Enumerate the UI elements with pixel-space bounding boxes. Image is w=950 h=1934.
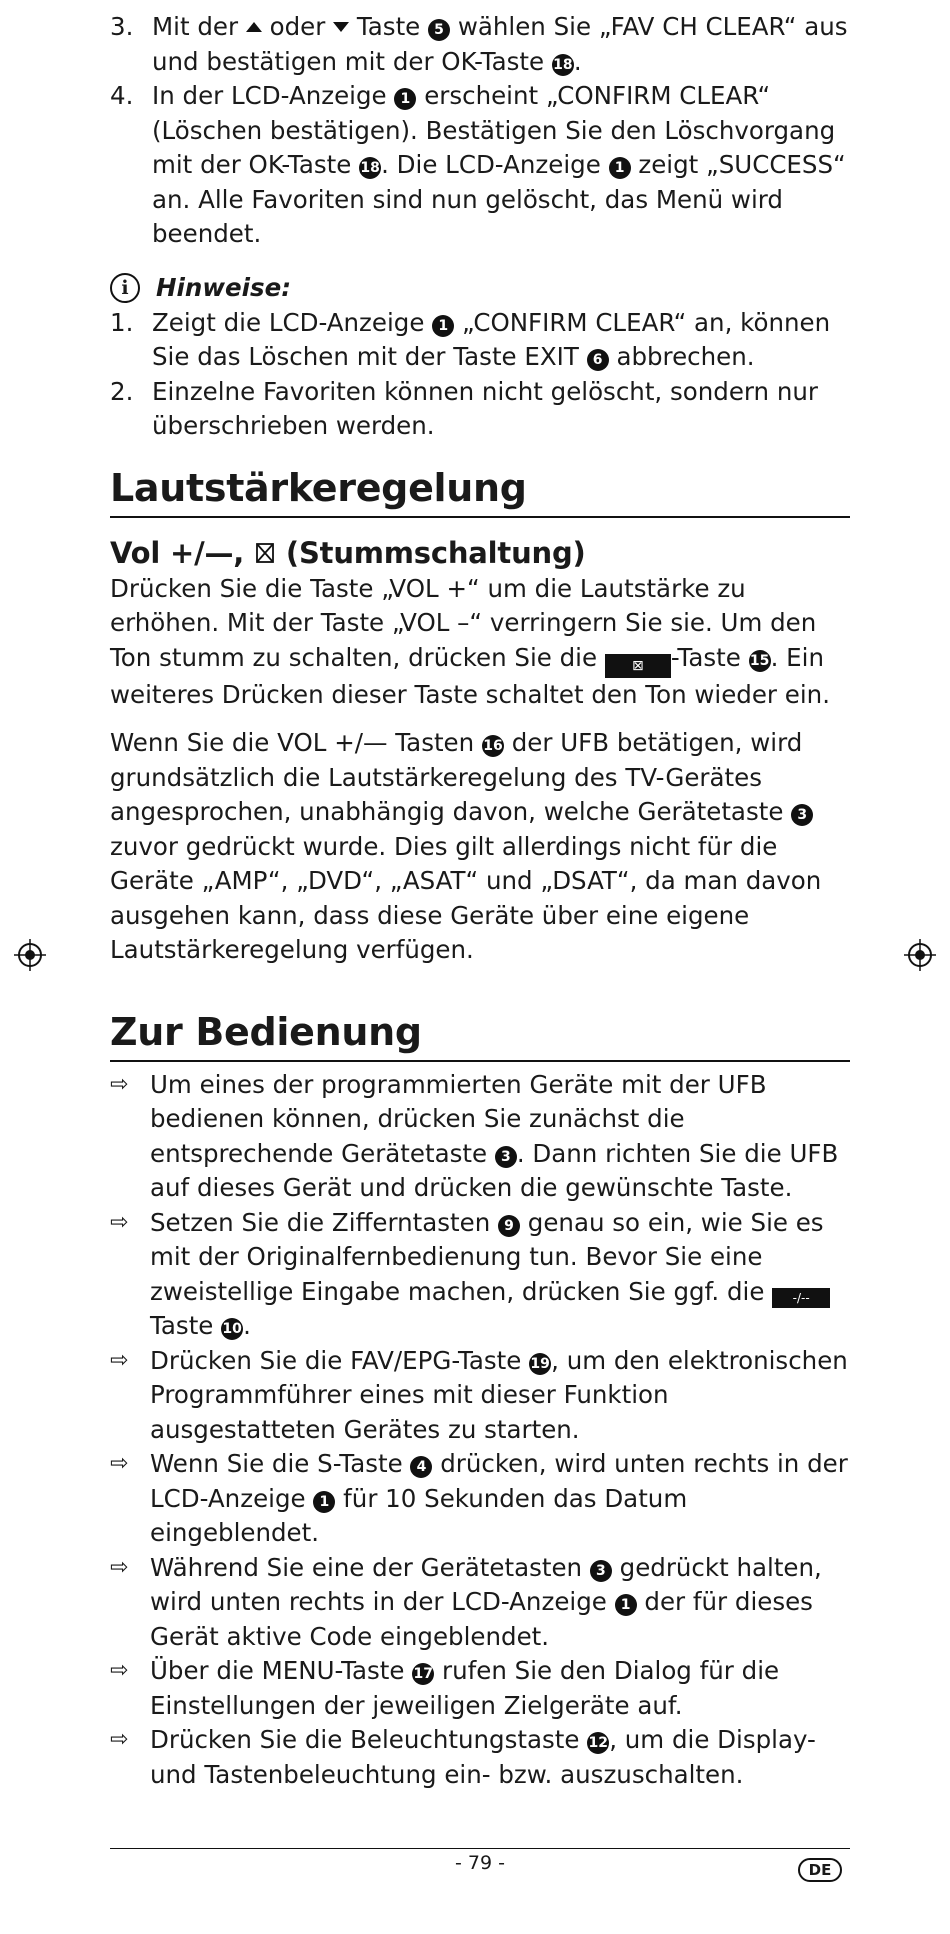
arrow-right-icon: ⇨ [110, 1209, 129, 1235]
arrow-right-icon: ⇨ [110, 1554, 129, 1580]
operation-item: ⇨ Während Sie eine der Gerätetasten 3 gedrückt halten, wird unten rechts in der LCD-Anzeige 1 der für dieses Gerät aktive Code eingeblendet. [110, 1552, 822, 1651]
registration-mark-left [14, 939, 46, 971]
ref-number-icon: 18 [359, 157, 381, 179]
mute-key-icon: ⊠ [605, 654, 671, 678]
manual-page [110, 10, 850, 1792]
operation-item: ⇨ Drücken Sie die Beleuchtungstaste 12, um die Display- und Tastenbeleuchtung ein- bzw. auszuschalten. [110, 1725, 816, 1789]
ref-number-icon: 6 [587, 349, 609, 371]
steps-list [110, 10, 850, 252]
digit-key-icon: -/-- [772, 1288, 830, 1308]
arrow-up-icon [246, 22, 262, 32]
footer-divider [110, 1848, 850, 1849]
ref-number-icon: 1 [432, 315, 454, 337]
ref-number-icon: 4 [410, 1456, 432, 1478]
ref-number-icon: 1 [313, 1491, 335, 1513]
note-item-2: 2. Einzelne Favoriten können nicht gelöscht, sondern nur überschrieben werden. [110, 376, 818, 440]
operation-item: ⇨ Setzen Sie die Zifferntasten 9 genau so ein, wie Sie es mit der Originalfernbedienung tun. Bevor Sie eine zweistellige Eingabe machen, drücken Sie ggf. die -/-- Taste 10. [110, 1206, 850, 1344]
arrow-right-icon: ⇨ [110, 1451, 129, 1476]
ref-number-icon: 9 [498, 1215, 520, 1237]
operation-item: ⇨ Drücken Sie die FAV/EPG-Taste 19, um den elektronischen Programmführer eines mit dieser Funktion ausgestatteten Gerätes zu starten. [110, 1345, 848, 1444]
ref-number-icon: 1 [394, 88, 416, 110]
ref-number-icon: 1 [615, 1594, 637, 1616]
language-badge: DE [798, 1858, 842, 1882]
arrow-right-icon: ⇨ [110, 1658, 129, 1683]
registration-mark-right [904, 939, 936, 971]
ref-number-icon: 19 [529, 1353, 551, 1375]
arrow-right-icon: ⇨ [110, 1071, 129, 1097]
ref-number-icon: 1 [609, 157, 631, 179]
arrow-down-icon [333, 22, 349, 32]
arrow-right-icon: ⇨ [110, 1727, 129, 1752]
note-heading: i Hinweise: [110, 270, 850, 306]
ref-number-icon: 17 [412, 1663, 434, 1685]
note-list [110, 306, 850, 444]
ref-number-icon: 5 [428, 19, 450, 41]
ref-number-icon: 3 [495, 1146, 517, 1168]
note-item-1: 1. Zeigt die LCD-Anzeige 1 „CONFIRM CLEAR“ an, können Sie das Löschen mit der Taste EXIT 6 abbrechen. [110, 307, 831, 371]
ref-number-icon: 10 [221, 1318, 243, 1340]
ref-number-icon: 12 [587, 1732, 609, 1754]
step-3: 3. Mit der oder Taste 5 wählen Sie „FAV CH CLEAR“ aus und bestätigen mit der OK-Taste 18. [110, 12, 848, 76]
operation-item: ⇨ Um eines der programmierten Geräte mit der UFB bedienen können, drücken Sie zunächst die entsprechende Gerätetaste 3 . Dann richten Sie die UFB auf dieses Gerät und drücken die gewünschte Taste. [110, 1069, 839, 1202]
info-icon: i [110, 273, 140, 303]
section-title-volume: Lautstärkeregelung [110, 466, 850, 518]
subsection-title-vol-mute: Vol +/—, (Stummschaltung) [110, 535, 586, 570]
step-4: 4. In der LCD-Anzeige 1 erscheint „CONFIRM CLEAR“ (Löschen bestätigen). Bestätigen Sie den Löschvorgang mit der OK-Taste 18. Die LCD-Anzeige 1 zeigt „SUCCESS“ an. Alle Favoriten sind nun gelöscht, das Menü wird beendet. [110, 81, 846, 248]
volume-paragraph-1: Drücken Sie die Taste „VOL +“ um die Lautstärke zu erhöhen. Mit der Taste „VOL –“ verringern Sie sie. Um den Ton stumm zu schalten, drücken Sie die ⊠ -Taste 15. Ein weiteres Drücken dieser Taste schaltet den Ton wieder ein. [110, 573, 830, 709]
arrow-right-icon: ⇨ [110, 1347, 129, 1373]
operation-list [110, 1068, 850, 1793]
section-title-operation: Zur Bedienung [110, 1010, 850, 1062]
mute-icon [254, 541, 276, 565]
ref-number-icon: 18 [552, 54, 574, 76]
operation-item: ⇨ Über die MENU-Taste 17 rufen Sie den Dialog für die Einstellungen der jeweiligen Zielgeräte auf. [110, 1656, 780, 1720]
volume-paragraph-2: Wenn Sie die VOL +/— Tasten 16 der UFB betätigen, wird grundsätzlich die Lautstärkeregelung des TV-Gerätes angesprochen, unabhängig davon, welche Gerätetaste 3 zuvor gedrückt wurde. Dies gilt allerdings nicht für die Geräte „AMP“, „DVD“, „ASAT“ und „DSAT“, da man davon ausgehen kann, dass diese Geräte über eine eigene Lautstärkeregelung verfügen. [110, 728, 822, 964]
operation-item: ⇨ Wenn Sie die S-Taste 4 drücken, wird unten rechts in der LCD-Anzeige 1 für 10 Sekunden das Datum eingeblendet. [110, 1449, 848, 1547]
ref-number-icon: 15 [749, 650, 771, 672]
ref-number-icon: 3 [791, 804, 813, 826]
ref-number-icon: 16 [482, 735, 504, 757]
page-number: - 79 - [455, 1852, 505, 1874]
ref-number-icon: 3 [590, 1560, 612, 1582]
